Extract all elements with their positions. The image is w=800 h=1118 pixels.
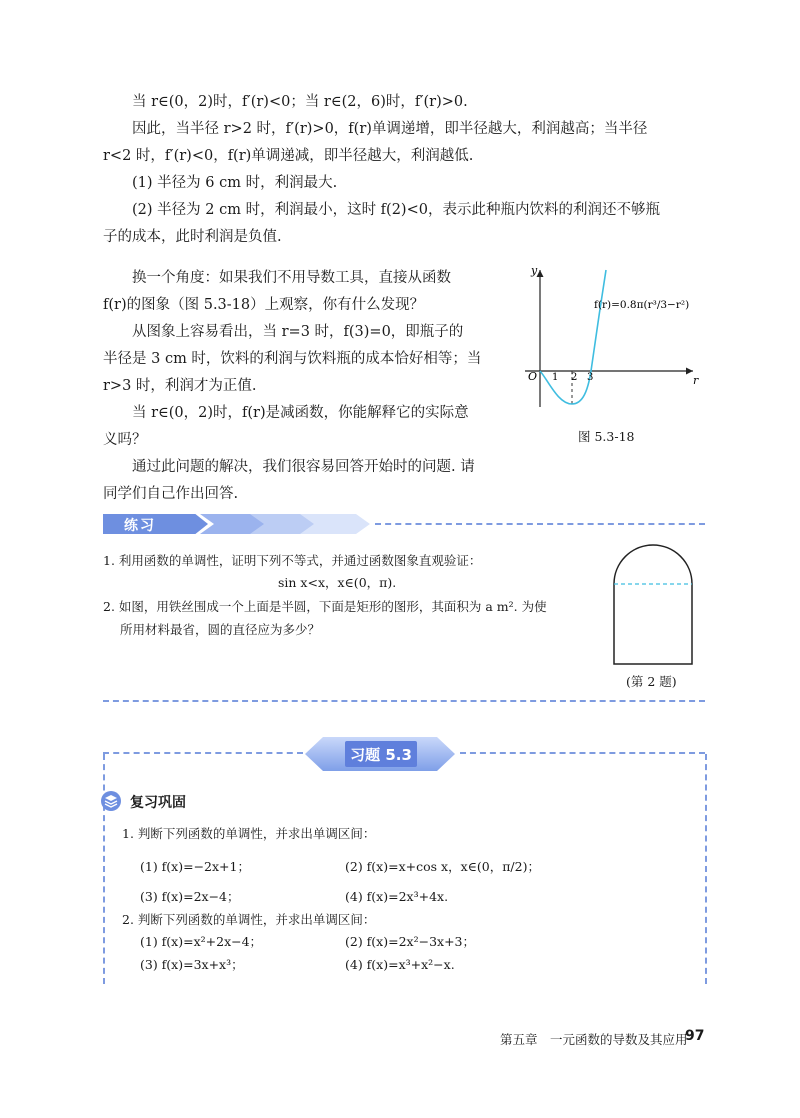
tick-label-2: 2 <box>571 372 578 383</box>
divider <box>375 523 705 525</box>
text-line: 从图象上容易看出，当 r=3 时，f(3)=0，即瓶子的 <box>132 324 464 340</box>
exercise-title: 习题 5.3 <box>350 746 412 764</box>
text-line: 当 r∈(0，2)时，f(r)是减函数，你能解释它的实际意 <box>132 405 469 421</box>
text-line: (1) 半径为 6 cm 时，利润最大. <box>132 175 338 191</box>
exercise-subitem: (2) f(x)=x+cos x，x∈(0，π/2)； <box>345 859 540 874</box>
text-line: 义吗？ <box>103 432 147 448</box>
divider <box>103 700 705 702</box>
text-line: r>3 时，利润才为正值. <box>103 378 257 394</box>
chapter-footer: 第五章 一元函数的导数及其应用 <box>500 1032 688 1047</box>
function-curve <box>540 270 606 404</box>
text-line: 因此，当半径 r>2 时，f′(r)>0，f(r)单调递增，即半径越大，利润越高；当半径 <box>132 121 648 137</box>
stack-icon <box>100 790 122 812</box>
practice-question-1: 1. 利用函数的单调性，证明下列不等式，并通过函数图象直观验证： <box>103 553 482 568</box>
tick-label-1: 1 <box>552 372 559 383</box>
text-line: 换一个角度：如果我们不用导数工具，直接从函数 <box>132 270 451 286</box>
exercise-subitem: (4) f(x)=x³+x²−x. <box>345 957 455 972</box>
exercise-subitem: (4) f(x)=2x³+4x. <box>345 889 449 904</box>
function-formula: f(r)=0.8π(r³/3−r²) <box>594 299 690 311</box>
origin-label: O <box>528 370 538 383</box>
exercise-subitem: (3) f(x)=3x+x³； <box>140 957 244 972</box>
divider <box>103 752 303 754</box>
exercise-subitem: (2) f(x)=2x²−3x+3； <box>345 934 475 949</box>
side-border-left <box>103 754 105 984</box>
page-number: 97 <box>685 1028 705 1044</box>
text-line: 同学们自己作出回答. <box>103 486 239 502</box>
text-line: 半径是 3 cm 时，饮料的利润与饮料瓶的成本恰好相等；当 <box>103 351 482 367</box>
exercise-subitem: (1) f(x)=−2x+1； <box>140 859 250 874</box>
tick-label-3: 3 <box>587 372 594 383</box>
practice-title: 练习 <box>124 518 156 534</box>
practice-equation: sin x<x，x∈(0，π). <box>278 575 397 590</box>
section-heading: 复习巩固 <box>130 795 186 811</box>
divider <box>460 752 705 754</box>
exercise-subitem: (3) f(x)=2x−4； <box>140 889 240 904</box>
text-line: r<2 时，f′(r)<0，f(r)单调递减，即半径越大，利润越低. <box>103 148 474 164</box>
text-line: 当 r∈(0，2)时，f′(r)<0；当 r∈(2，6)时，f′(r)>0. <box>132 94 468 110</box>
y-axis-label: y <box>531 264 538 277</box>
arch-figure <box>610 540 696 666</box>
exercise-item: 2. 判断下列函数的单调性，并求出单调区间： <box>122 912 376 927</box>
text-line: f(r)的图象（图 5.3-18）上观察，你有什么发现？ <box>103 297 425 313</box>
exercise-item: 1. 判断下列函数的单调性，并求出单调区间： <box>122 826 376 841</box>
text-line: (2) 半径为 2 cm 时，利润最小，这时 f(2)<0，表示此种瓶内饮料的利润还不够瓶 <box>132 202 660 218</box>
figure-caption: 图 5.3-18 <box>578 429 635 444</box>
text-line: 通过此问题的解决，我们很容易回答开始时的问题. 请 <box>132 459 475 475</box>
practice-question-2-cont: 所用材料最省，圆的直径应为多少？ <box>120 622 321 637</box>
exercise-subitem: (1) f(x)=x²+2x−4； <box>140 934 263 949</box>
side-border-right <box>705 754 707 984</box>
practice-question-2: 2. 如图，用铁丝围成一个上面是半圆，下面是矩形的图形，其面积为 a m². 为使 <box>103 599 547 614</box>
arch-outline <box>614 545 692 664</box>
function-graph <box>515 262 705 412</box>
text-line: 子的成本，此时利润是负值. <box>103 229 282 245</box>
x-axis-label: r <box>693 374 699 387</box>
arch-caption: (第 2 题) <box>626 674 677 689</box>
